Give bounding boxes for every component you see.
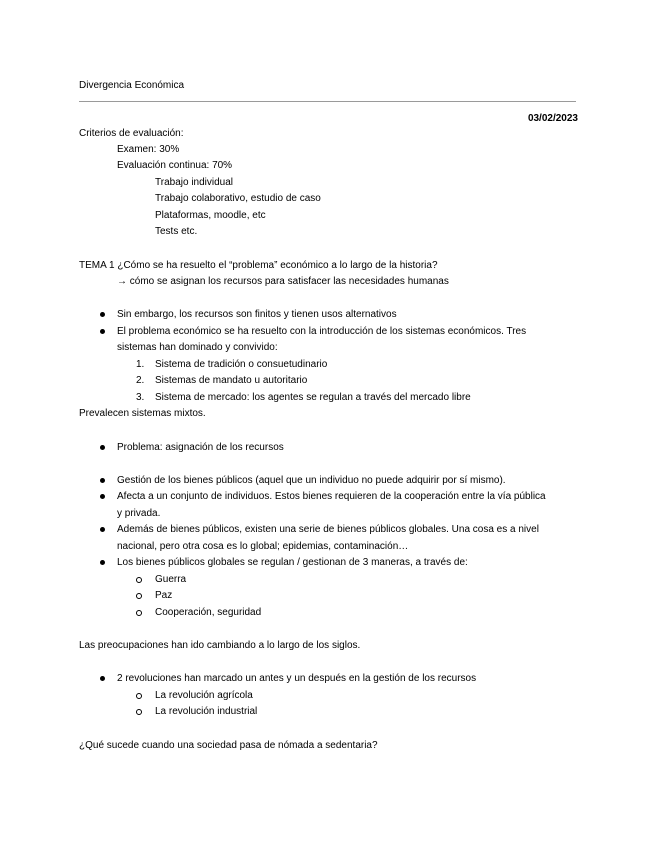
bullet-dot-icon: [100, 527, 105, 532]
evaluation-item: Trabajo colaborativo, estudio de caso: [155, 193, 321, 204]
document-title: Divergencia Económica: [79, 80, 185, 91]
bullet-circle-icon: [136, 577, 142, 583]
sub-list-item: La revolución industrial: [155, 706, 258, 717]
list-item: Los bienes públicos globales se regulan / gestionan de 3 maneras, a través de:: [117, 557, 468, 568]
list-item: El problema económico se ha resuelto con la introducción de los sistemas económicos. Tres: [117, 326, 527, 337]
sub-list-item: Guerra: [155, 574, 187, 585]
numbered-item: Sistema de mercado: los agentes se regulan a través del mercado libre: [155, 392, 471, 403]
sub-list-item: Cooperación, seguridad: [155, 607, 262, 618]
evaluation-continuous: Evaluación continua: 70%: [117, 160, 233, 171]
sub-list-item: Paz: [155, 590, 173, 601]
list-item: Afecta a un conjunto de individuos. Estos bienes requieren de la cooperación entre la vía pública: [117, 491, 546, 502]
bullet-circle-icon: [136, 593, 142, 599]
list-number: 2.: [136, 375, 145, 386]
horizontal-divider: [79, 101, 576, 102]
paragraph: Prevalecen sistemas mixtos.: [79, 408, 206, 419]
evaluation-item: Trabajo individual: [155, 177, 234, 188]
numbered-item: Sistemas de mandato u autoritario: [155, 375, 308, 386]
paragraph: Las preocupaciones han ido cambiando a lo largo de los siglos.: [79, 640, 361, 651]
evaluation-item: Tests etc.: [155, 226, 198, 237]
bullet-dot-icon: [100, 478, 105, 483]
bullet-dot-icon: [100, 445, 105, 450]
bullet-dot-icon: [100, 676, 105, 681]
bullet-circle-icon: [136, 709, 142, 715]
question: ¿Qué sucede cuando una sociedad pasa de nómada a sedentaria?: [79, 740, 378, 751]
sub-list-item: La revolución agrícola: [155, 690, 253, 701]
list-item-continuation: y privada.: [117, 508, 161, 519]
list-item: 2 revoluciones han marcado un antes y un después en la gestión de los recursos: [117, 673, 477, 684]
tema-arrow-line: → cómo se asignan los recursos para satisfacer las necesidades humanas: [117, 276, 449, 287]
bullet-circle-icon: [136, 693, 142, 699]
bullet-dot-icon: [100, 312, 105, 317]
bullet-circle-icon: [136, 610, 142, 616]
list-number: 1.: [136, 359, 145, 370]
evaluation-item: Plataformas, moodle, etc: [155, 210, 266, 221]
list-item: Gestión de los bienes públicos (aquel que un individuo no puede adquirir por sí mismo).: [117, 475, 506, 486]
list-number: 3.: [136, 392, 145, 403]
tema-title: TEMA 1 ¿Cómo se ha resuelto el “problema” económico a lo largo de la historia?: [79, 260, 438, 271]
list-item-continuation: sistemas han dominado y convivido:: [117, 342, 278, 353]
list-item-continuation: nacional, pero otra cosa es lo global; epidemias, contaminación…: [117, 541, 409, 552]
evaluation-exam: Examen: 30%: [117, 144, 180, 155]
bullet-dot-icon: [100, 560, 105, 565]
evaluation-heading: Criterios de evaluación:: [79, 128, 184, 139]
bullet-dot-icon: [100, 329, 105, 334]
list-item: Sin embargo, los recursos son finitos y tienen usos alternativos: [117, 309, 397, 320]
document-date: 03/02/2023: [527, 113, 578, 124]
list-item: Además de bienes públicos, existen una serie de bienes públicos globales. Una cosa es a nivel: [117, 524, 539, 535]
bullet-dot-icon: [100, 494, 105, 499]
list-item: Problema: asignación de los recursos: [117, 442, 284, 453]
numbered-item: Sistema de tradición o consuetudinario: [155, 359, 328, 370]
